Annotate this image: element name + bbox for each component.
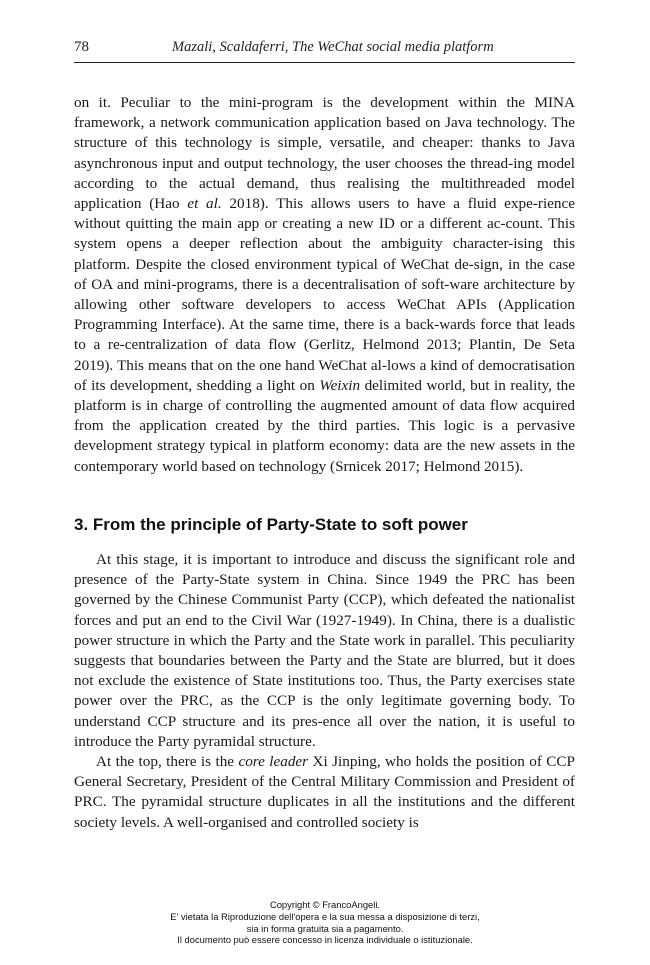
paragraph-text: Xi Jinping, who holds the position of CCP General Secretary, President of the Central Military Commission and President of PRC. The pyramidal structure duplicates in all the institutions and the different society levels. A well-organised and controlled society is (74, 753, 576, 831)
italic-text: Weixin (319, 376, 361, 394)
paragraph-core-leader (74, 752, 575, 833)
copyright-line: Il documento può essere concesso in licenza individuale o istituzionale. (177, 934, 473, 946)
copyright-line: sia in forma gratuita sia a pagamento. (246, 922, 404, 934)
italic-text: et al. (187, 195, 222, 213)
copyright-line: Copyright © FrancoAngeli. (269, 899, 381, 910)
page-number: 78 (74, 39, 89, 55)
paragraph-text: At the top, there is the (96, 753, 239, 770)
paragraph-text: 2018). This allows users to have a fluid expe-rience without quitting the main app or creating a new ID or a different ac-count. This system opens a deeper reflection about the ambiguity character-ising this platform. Despite the closed environment typical of WeChat de-sign, in the case of OA and mini-programs, there is a decentralisation of soft-ware architecture by allowing other software developers to access WeChat APIs (Application Programming Interface). At the same time, there is a back-wards force that leads to a re-centralization of data flow (Gerlitz, Helmond 2013; Plantin, De Seta 2019). This means that on the one hand WeChat al-lows a kind of democratisation of its development, shedding a light on (74, 195, 575, 394)
section-heading: 3. From the principle of Party-State to soft power (74, 515, 468, 534)
paragraph-text: At this stage, it is important to introduce and discuss the significant role and presence of the Party-State system in China. Since 1949 the PRC has been governed by the Chinese Communist Party (CCP), which defeated the nationalist forces and put an end to the Civil War (1927-1949). In China, there is a dualistic power structure in which the Party and the State work in parallel. This peculiarity suggests that boundaries between the Party and the State are blurred, but it does not exclude the existence of State institutions too. Thus, the Party exercises state power over the PRC, as the CCP is the only legitimate governing body. To understand CCP structure and its pres-ence all over the nation, it is useful to introduce the Party pyramidal structure. (74, 551, 575, 750)
paragraph-text: on it. Peculiar to the mini-program is the development within the MINA framework, a network communication application based on Java technology. The structure of this technology is simple, versatile, and cheaper: thanks to Java asynchronous input and output technology, the user chooses the thread-ing model according to the actual demand, thus realising the multithreaded model application (Hao (74, 94, 575, 213)
paragraph-mini-program (74, 93, 575, 477)
italic-text: core leader (238, 753, 309, 770)
paragraph-party-state (74, 550, 575, 752)
paragraph-text: delimited world, but in reality, the platform is in charge of controlling the augmented amount of data flow acquired from the application created by the third parties. This logic is a pervasive development strategy typical in platform economy: data are the new assets in the contemporary world based on technology (Srnicek 2017; Helmond 2015). (74, 376, 576, 475)
copyright-notice (0, 899, 650, 946)
running-head: Mazali, Scaldaferri, The WeChat social media platform (172, 39, 494, 55)
page-header (74, 36, 575, 63)
copyright-line: E' vietata la Riproduzione dell'opera e la sua messa a disposizione di terzi, (170, 910, 480, 922)
